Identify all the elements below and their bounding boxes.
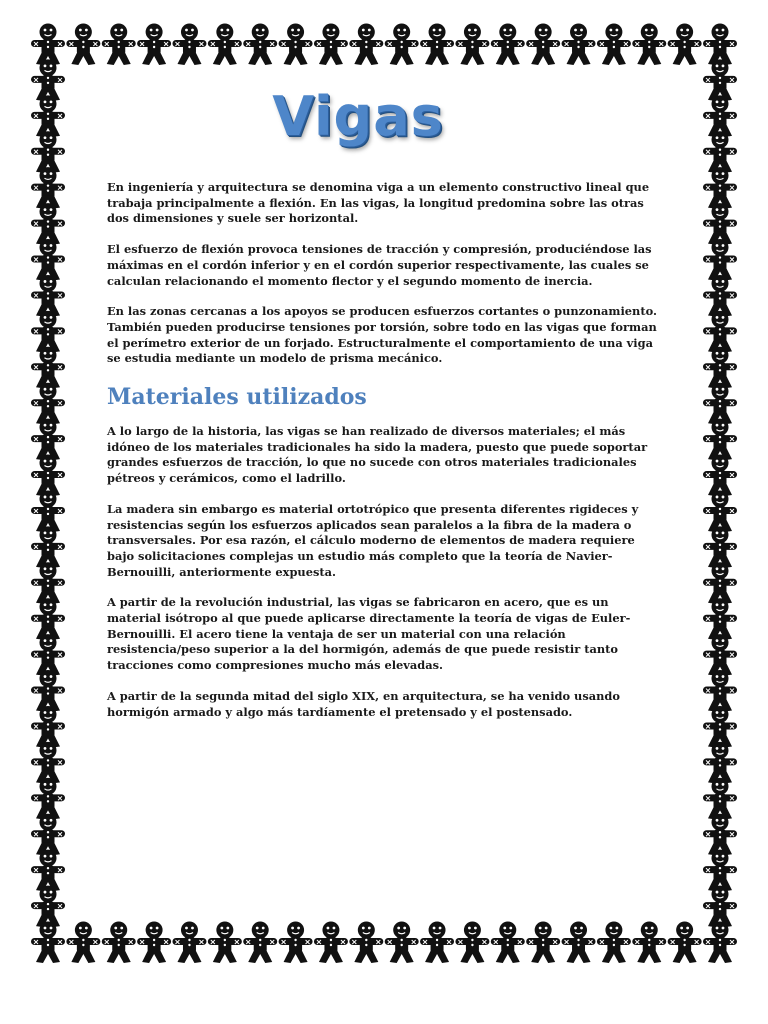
gingerbread-man-icon bbox=[703, 95, 737, 137]
gingerbread-man-icon bbox=[703, 850, 737, 892]
gingerbread-man-icon bbox=[491, 922, 525, 964]
gingerbread-man-icon bbox=[31, 275, 65, 317]
gingerbread-man-icon bbox=[102, 24, 136, 66]
intro-paragraph-3: En las zonas cercanas a los apoyos se producen esfuerzos cortantes o punzonamiento. También pueden producirse tensiones por torsión, sobre todo en las vigas que forman el perímetro exterior de un forjado. Estructuralmente el comportamiento de una viga se estudia mediante un modelo de prisma mecánico. bbox=[107, 304, 657, 366]
gingerbread-man-icon bbox=[562, 922, 596, 964]
gingerbread-man-icon bbox=[279, 922, 313, 964]
gingerbread-man-icon bbox=[668, 922, 702, 964]
gingerbread-man-icon bbox=[455, 922, 489, 964]
gingerbread-man-icon bbox=[703, 670, 737, 712]
gingerbread-man-icon bbox=[632, 24, 666, 66]
gingerbread-man-icon bbox=[562, 24, 596, 66]
gingerbread-man-icon bbox=[31, 526, 65, 568]
gingerbread-man-icon bbox=[31, 670, 65, 712]
section-heading: Materiales utilizados bbox=[107, 384, 367, 411]
gingerbread-man-icon bbox=[172, 922, 206, 964]
gingerbread-man-icon bbox=[31, 490, 65, 531]
gingerbread-man-icon bbox=[208, 24, 242, 66]
gingerbread-man-icon bbox=[31, 203, 65, 245]
gingerbread-man-icon bbox=[703, 24, 737, 66]
materials-paragraph-2: La madera sin embargo es material ortotrópico que presenta diferentes rigideces y resistencias según los esfuerzos aplicados sean paralelos a la fibra de la madera o transversales. Por esa razón, el cálculo moderno de elementos de madera requiere bajo solicitaciones complejas un estudio más completo que la teoría de Navier-Bernouilli, anteriormente expuesta. bbox=[107, 501, 639, 579]
gingerbread-man-icon bbox=[703, 814, 737, 856]
gingerbread-man-icon bbox=[31, 455, 65, 497]
gingerbread-man-icon bbox=[703, 131, 737, 173]
gingerbread-man-icon bbox=[31, 886, 65, 928]
gingerbread-man-icon bbox=[420, 24, 454, 66]
gingerbread-man-icon bbox=[349, 24, 383, 66]
materials-paragraph-3: A partir de la revolución industrial, las vigas se fabricaron en acero, que es un material isótropo al que puede aplicarse directamente la teoría de vigas de Euler-Bernouilli. El acero tiene la ventaja de ser un material con una relación resistencia/peso superior a la del hormigón, además de que puede resistir tanto tracciones como compresiones mucho más elevadas. bbox=[107, 595, 631, 673]
gingerbread-man-icon bbox=[137, 922, 171, 964]
gingerbread-man-icon bbox=[31, 706, 65, 748]
gingerbread-man-icon bbox=[31, 95, 65, 137]
gingerbread-man-icon bbox=[703, 239, 737, 281]
materials-paragraph-4: A partir de la segunda mitad del siglo XIX, en arquitectura, se ha venido usando hormigón armado y algo más tardíamente el pretensado y el postensado. bbox=[107, 688, 620, 719]
gingerbread-man-icon bbox=[172, 24, 206, 66]
document-body bbox=[107, 180, 662, 735]
gingerbread-man-icon bbox=[703, 490, 737, 531]
gingerbread-man-icon bbox=[632, 922, 666, 964]
gingerbread-man-icon bbox=[31, 778, 65, 820]
gingerbread-man-icon bbox=[420, 922, 454, 964]
gingerbread-man-icon bbox=[279, 24, 313, 66]
gingerbread-man-icon bbox=[703, 886, 737, 928]
gingerbread-man-icon bbox=[385, 24, 419, 66]
gingerbread-man-icon bbox=[31, 239, 65, 281]
gingerbread-man-icon bbox=[703, 778, 737, 820]
gingerbread-man-icon bbox=[243, 922, 277, 964]
gingerbread-man-icon bbox=[526, 24, 560, 66]
gingerbread-man-icon bbox=[31, 167, 65, 209]
gingerbread-man-icon bbox=[703, 742, 737, 784]
gingerbread-man-icon bbox=[31, 347, 65, 389]
gingerbread-man-icon bbox=[31, 562, 65, 604]
gingerbread-man-icon bbox=[703, 526, 737, 568]
gingerbread-man-icon bbox=[31, 131, 65, 173]
gingerbread-man-icon bbox=[137, 24, 171, 66]
gingerbread-man-icon bbox=[703, 455, 737, 497]
gingerbread-man-icon bbox=[703, 311, 737, 353]
gingerbread-man-icon bbox=[597, 922, 631, 964]
gingerbread-man-icon bbox=[314, 24, 348, 66]
gingerbread-man-icon bbox=[668, 24, 702, 66]
gingerbread-man-icon bbox=[31, 24, 65, 66]
gingerbread-man-icon bbox=[31, 922, 65, 964]
gingerbread-man-icon bbox=[31, 814, 65, 856]
gingerbread-man-icon bbox=[597, 24, 631, 66]
gingerbread-man-icon bbox=[31, 598, 65, 640]
gingerbread-man-icon bbox=[349, 922, 383, 964]
gingerbread-man-icon bbox=[491, 24, 525, 66]
gingerbread-man-icon bbox=[703, 347, 737, 389]
gingerbread-man-icon bbox=[31, 311, 65, 353]
gingerbread-man-icon bbox=[208, 922, 242, 964]
gingerbread-man-icon bbox=[385, 922, 419, 964]
gingerbread-man-icon bbox=[102, 922, 136, 964]
gingerbread-man-icon bbox=[703, 706, 737, 748]
gingerbread-man-icon bbox=[455, 24, 489, 66]
gingerbread-man-icon bbox=[66, 24, 100, 66]
gingerbread-man-icon bbox=[31, 850, 65, 892]
gingerbread-man-icon bbox=[703, 275, 737, 317]
gingerbread-man-icon bbox=[526, 922, 560, 964]
gingerbread-man-icon bbox=[703, 598, 737, 640]
gingerbread-man-icon bbox=[703, 922, 737, 964]
gingerbread-man-icon bbox=[31, 59, 65, 101]
intro-paragraph-2: El esfuerzo de flexión provoca tensiones de tracción y compresión, produciéndose las máximas en el cordón inferior y en el cordón superior respectivamente, las cuales se calculan relacionando el momento flector y el segundo momento de inercia. bbox=[107, 242, 652, 288]
gingerbread-man-icon bbox=[703, 167, 737, 209]
gingerbread-man-icon bbox=[314, 922, 348, 964]
gingerbread-man-icon bbox=[703, 634, 737, 676]
intro-paragraph-1: En ingeniería y arquitectura se denomina viga a un elemento constructivo lineal que trabaja principalmente a flexión. En las vigas, la longitud predomina sobre las otras dos dimensiones y suele ser horizontal. bbox=[107, 180, 650, 226]
gingerbread-man-icon bbox=[703, 419, 737, 461]
gingerbread-man-icon bbox=[66, 922, 100, 964]
gingerbread-man-icon bbox=[31, 742, 65, 784]
gingerbread-man-icon bbox=[243, 24, 277, 66]
gingerbread-man-icon bbox=[31, 419, 65, 461]
materials-paragraph-1: A lo largo de la historia, las vigas se han realizado de diversos materiales; el más idóneo de los materiales tradicionales ha sido la madera, puesto que puede soportar grandes esfuerzos de tracción, lo que no sucede con otros materiales tradicionales pétreos y cerámicos, como el ladrillo. bbox=[107, 424, 648, 486]
page-title: Vigas bbox=[272, 85, 444, 148]
gingerbread-man-icon bbox=[703, 203, 737, 245]
gingerbread-man-icon bbox=[31, 383, 65, 425]
gingerbread-man-icon bbox=[703, 562, 737, 604]
gingerbread-man-icon bbox=[703, 383, 737, 425]
gingerbread-man-icon bbox=[703, 59, 737, 101]
gingerbread-man-icon bbox=[31, 634, 65, 676]
